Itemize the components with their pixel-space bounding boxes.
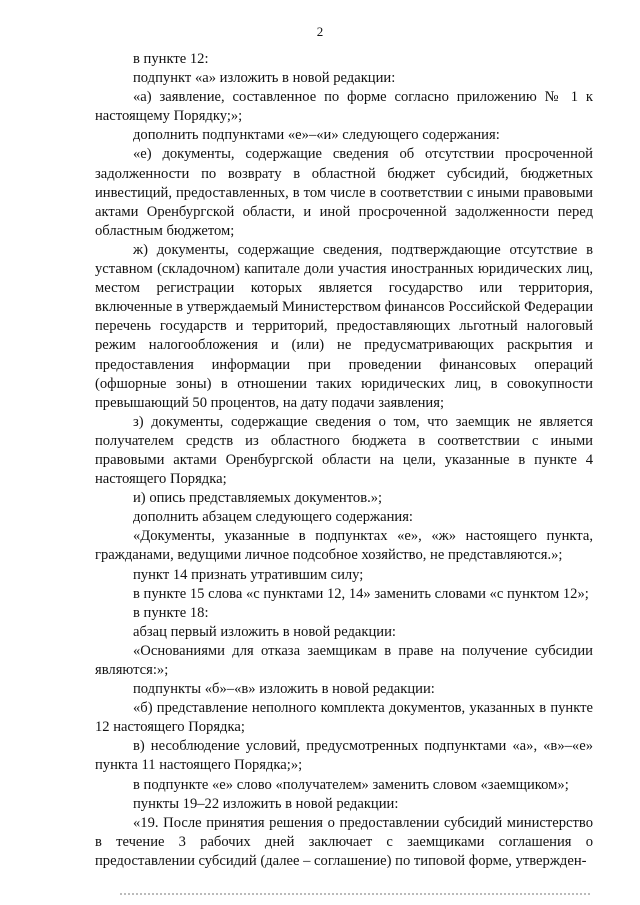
paragraph: подпункты «б»–«в» изложить в новой редакции: [133, 681, 435, 698]
document-body [95, 50, 593, 871]
paragraph: «б) представление неполного комплекта документов, указанных в пункте 12 настоящего Порядка; [95, 700, 593, 736]
paragraph: «Документы, указанные в подпунктах «е», «ж» настоящего пункта, гражданами, ведущими личное подсобное хозяйство, не представляются.»; [95, 528, 593, 564]
paragraph: пункт 14 признать утратившим силу; [133, 566, 364, 583]
scan-artifact-line [120, 893, 590, 899]
paragraph: в пункте 12: [133, 51, 209, 67]
paragraph: дополнить подпунктами «е»–«и» следующего содержания: [133, 127, 500, 144]
paragraph: и) опись представляемых документов.»; [133, 490, 383, 507]
paragraph: в) несоблюдение условий, предусмотренных подпунктами «а», «в»–«е» пункта 11 настоящего Порядка;»; [95, 738, 593, 774]
paragraph: «а) заявление, составленное по форме согласно приложению № 1 к настоящему Порядку;»; [95, 89, 593, 125]
paragraph: «е) документы, содержащие сведения об отсутствии просроченной задолженности по возврату в областной бюджет субсидий, бюджетных инвестиций, предоставленных, в том числе в соответствии с иными правовыми актами Оренбургской области, и иной просроченной задолженности перед областным бюджетом; [95, 146, 593, 239]
page-number: 2 [316, 24, 324, 39]
paragraph: дополнить абзацем следующего содержания: [133, 509, 413, 526]
paragraph: з) документы, содержащие сведения о том, что заемщик не является получателем средств из областного бюджета в соответствии с иными правовыми актами Оренбургской области на цели, указанные в пункте 4 настоящего Порядка; [95, 413, 593, 488]
paragraph: абзац первый изложить в новой редакции: [133, 623, 396, 640]
paragraph: ж) документы, содержащие сведения, подтверждающие отсутствие в уставном (складочном) капитале доли участия иностранных юридических лиц, местом регистрации которых является государство или территория, включенные в утверждаемый Министерством финансов Российской Федерации перечень государств и территорий, предоставляющих льготный налоговый режим налогообложения и (или) не предусматривающих раскрытия и предоставления информации при проведении финансовых операций (офшорные зоны) в отношении таких юридических лиц, в совокупности превышающий 50 процентов, на дату подачи заявления; [95, 241, 593, 411]
paragraph: в пункте 15 слова «с пунктами 12, 14» заменить словами «с пунктом 12»; [133, 585, 589, 602]
paragraph: «Основаниями для отказа заемщикам в праве на получение субсидии являются:»; [95, 642, 593, 678]
paragraph: «19. После принятия решения о предоставлении субсидий министерство в течение 3 рабочих дней заключает с заемщиками соглашения о предоставлении субсидий (далее – соглашение) по типовой форме, утвержден- [95, 814, 593, 869]
paragraph: в пункте 18: [133, 604, 209, 621]
paragraph: в подпункте «е» слово «получателем» заменить словом «заемщиком»; [133, 776, 569, 793]
paragraph: пункты 19–22 изложить в новой редакции: [133, 795, 399, 812]
paragraph: подпункт «а» изложить в новой редакции: [133, 70, 396, 87]
